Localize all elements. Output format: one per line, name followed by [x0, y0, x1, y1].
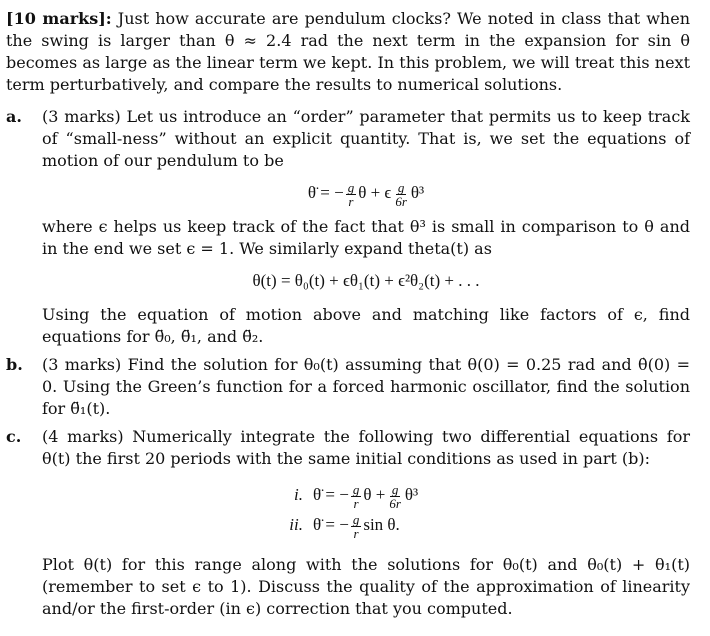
equation-i-body — [313, 480, 463, 510]
eqi-frac-1-num: g — [352, 481, 360, 497]
part-b-label: b. — [6, 355, 23, 374]
equation-ii-label: ii. — [289, 515, 303, 534]
equation-of-motion — [42, 178, 690, 208]
part-a-text-2: where ϵ helps us keep track of the fact that θ³ is small in comparison to θ and in the end we set ϵ = 1. We similarly expand theta(t) as — [42, 217, 690, 258]
eqii-frac — [351, 513, 362, 540]
part-b-text: (3 marks) Find the solution for θ₀(t) assuming that θ(0) = 0.25 rad and θ̇(0) = 0. Using the Green’s function for a forced harmonic oscillator, find the solution for θ̈₁(t). — [42, 355, 690, 418]
eqi-lhs: θ̈ = − — [313, 485, 349, 504]
eqii-lhs: θ̈ = − — [313, 515, 349, 534]
equation-ii-body — [313, 510, 463, 540]
eqi-frac-1-den: r — [353, 495, 359, 511]
eq1-frac-1-den: r — [348, 193, 354, 209]
eq1-lhs: θ̈ = − — [307, 183, 344, 202]
part-c — [6, 426, 690, 620]
part-c-label: c. — [6, 427, 22, 446]
theta-expansion: θ(t) = θ₀(t) + ϵθ₁(t) + ϵ²θ₂(t) + . . . — [252, 271, 480, 290]
eq1-frac-1-num: g — [347, 179, 355, 195]
eq1-tail: θ³ — [410, 183, 425, 202]
eq1-mid: θ + ϵ — [358, 183, 392, 202]
eqi-frac-2-num: g — [391, 481, 399, 497]
eqi-frac-2-den: 6r — [389, 495, 401, 511]
part-c-text-1: (4 marks) Numerically integrate the following two differential equations for θ(t) the first 20 periods with the same initial conditions as used in part (b): — [42, 427, 690, 468]
eqi-frac-1 — [351, 483, 362, 510]
equation-i — [42, 480, 690, 510]
intro-paragraph — [6, 8, 690, 96]
part-a-text-1: (3 marks) Let us introduce an “order” parameter that permits us to keep track of “small-ness” without an explicit quantity. That is, we set the equations of motion of our pendulum to be — [42, 107, 690, 170]
eq1-frac-2-num: g — [397, 179, 405, 195]
eq1-frac-1 — [346, 181, 357, 208]
equation-ii — [42, 510, 690, 540]
part-a-text-3: Using the equation of motion above and matching like factors of ϵ, find equations for θ̈₀, θ̈₁, and θ̈₂. — [42, 305, 690, 346]
eqii-frac-den: r — [353, 525, 359, 541]
eq1-frac-2-den: 6r — [395, 193, 407, 209]
eqi-mid: θ + — [363, 485, 386, 504]
eqi-frac-2 — [387, 483, 403, 510]
part-c-text-2: Plot θ(t) for this range along with the solutions for θ₀(t) and θ₀(t) + θ₁(t) (remember to set ϵ to 1). Discuss the quality of the approximation of linearity and/or the first-order (in ϵ) correction that you computed. — [42, 555, 690, 618]
problem-document — [6, 8, 690, 626]
intro-marks: [10 marks]: — [6, 9, 112, 28]
eqii-tail: sin θ. — [363, 515, 400, 534]
part-a — [6, 106, 690, 348]
equation-list — [42, 480, 690, 540]
eqi-tail: θ³ — [404, 485, 419, 504]
intro-text: Just how accurate are pendulum clocks? We noted in class that when the swing is larger than θ ≈ 2.4 rad the next term in the expansion for sin θ becomes as large as the linear term we kept. In this problem, we will treat this next term perturbatively, and compare the results to numerical solutions. — [6, 9, 691, 94]
part-b — [6, 354, 690, 420]
part-a-label: a. — [6, 107, 22, 126]
eq1-frac-2 — [393, 181, 409, 208]
eqii-frac-num: g — [352, 511, 360, 527]
equation-i-label: i. — [294, 485, 303, 504]
